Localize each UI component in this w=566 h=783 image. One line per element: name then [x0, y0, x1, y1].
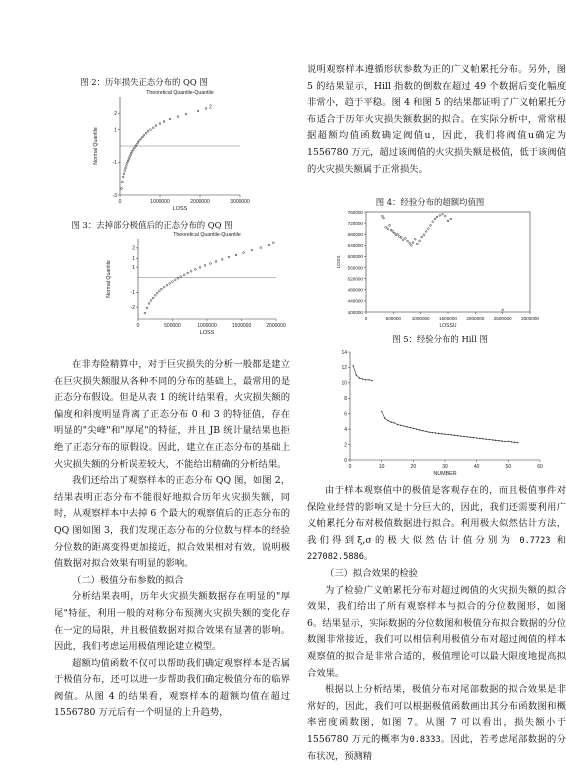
data-point	[436, 216, 438, 218]
data-point	[402, 239, 404, 241]
data-point	[235, 254, 237, 256]
series-point	[508, 441, 509, 442]
series-point	[460, 435, 461, 436]
paragraph-mean-excess: 超额均值函数不仅可以帮助我们确定观察样本是否属于极值分布，还可以进一步帮助我们确定极值分布的临界阀值。从图 4 的结果看，观察样本的超额均值在超过 1556780 万元后有一个明显的上升趋势，	[54, 657, 290, 719]
y-tick-label: 600000	[347, 254, 363, 260]
data-point	[148, 303, 150, 305]
x-tick-label: 2500000	[493, 316, 512, 321]
series-point	[438, 433, 439, 434]
data-point	[421, 236, 423, 238]
figure-2-caption: 图 2：历年损失正态分布的 QQ 图	[80, 77, 208, 87]
data-point	[390, 229, 392, 231]
data-point	[434, 218, 436, 220]
x-tick-label: 40	[473, 464, 480, 470]
data-point	[128, 158, 130, 160]
y-tick-label: 760000	[347, 209, 363, 215]
data-point	[152, 127, 154, 129]
y-tick-label: 1	[132, 264, 135, 271]
chart-title: Theoretical Quantile-Quantile	[146, 90, 214, 96]
series-point	[457, 435, 458, 436]
data-point	[124, 170, 126, 172]
data-point	[414, 238, 416, 240]
data-point	[450, 218, 452, 220]
data-point	[430, 224, 432, 226]
y-tick-label: 640000	[347, 243, 363, 249]
y-tick-label: 0	[344, 457, 347, 464]
x-tick-label: 0	[118, 199, 122, 205]
x-tick-label: 0	[348, 464, 352, 470]
paragraph-fat-tail: 分析结果表明，历年火灾损失额数据存在明显的"厚尾"特征，利用一般的对称分布预测火灾损失额的变化存在一定的局限，并且极值数据对拟合效果有显著的影响。因此，我们考虑运用极值理论建立模型。	[54, 591, 290, 653]
series-point	[371, 380, 372, 381]
right-text-block-2	[307, 483, 566, 765]
series-point	[365, 379, 366, 380]
series-point	[397, 424, 398, 425]
series-point	[504, 441, 505, 442]
data-point	[125, 167, 127, 169]
sigma-estimate: 227082.5886	[307, 552, 364, 563]
x-axis-label: LOSSU	[439, 323, 457, 329]
data-point	[130, 152, 132, 154]
figure-5-caption: 图 5：经验分布的 Hill 图	[392, 334, 488, 344]
series-point	[482, 438, 483, 439]
series-point	[362, 378, 363, 379]
x-tick-label: 500000	[164, 323, 181, 329]
data-point	[243, 252, 245, 254]
data-point	[409, 242, 411, 244]
data-point	[152, 297, 154, 299]
data-point	[400, 237, 402, 239]
figure-4-caption: 图 4：经验分布的超额均值图	[375, 197, 485, 207]
data-point	[122, 181, 124, 183]
series-point	[384, 418, 385, 419]
data-point	[197, 110, 199, 112]
y-tick-label: 4	[344, 426, 347, 433]
series-point	[387, 420, 388, 421]
series-point	[352, 365, 353, 366]
series-point	[432, 432, 433, 433]
series-point	[356, 374, 357, 375]
data-point	[412, 242, 414, 244]
series-point	[447, 434, 448, 435]
data-point	[180, 276, 182, 278]
series-point	[466, 436, 467, 437]
data-point	[404, 237, 406, 239]
data-point	[126, 165, 128, 167]
data-point	[174, 279, 176, 281]
data-point	[183, 274, 185, 276]
data-point	[204, 264, 206, 266]
data-point	[147, 130, 149, 132]
x-tick-label: 1500000	[439, 316, 457, 321]
data-point	[144, 312, 146, 314]
y-tick-label: 720000	[347, 220, 363, 226]
data-point	[130, 154, 132, 156]
series-point	[435, 432, 436, 433]
data-point	[154, 294, 156, 296]
data-point	[158, 290, 160, 292]
figure-3-caption: 图 3：去掉部分极值后的正态分布的 QQ 图	[71, 220, 233, 230]
paragraph-mle-estimates	[307, 483, 566, 566]
data-point	[397, 233, 399, 235]
series-point	[381, 411, 382, 412]
y-tick-label: 560000	[347, 265, 363, 271]
x-axis-label: NUMBER	[433, 471, 457, 477]
data-point	[383, 217, 385, 219]
series-point	[368, 379, 369, 380]
data-point	[150, 300, 152, 302]
data-point	[163, 121, 165, 123]
series-point	[413, 428, 414, 429]
series-point	[422, 430, 423, 431]
data-point	[134, 147, 136, 149]
series-point	[485, 438, 486, 439]
x-tick-label: 2000000	[190, 199, 210, 205]
data-point	[502, 309, 504, 311]
x-tick-label: 1000000	[150, 199, 170, 205]
data-point	[126, 162, 128, 164]
x-tick-label: 30	[442, 464, 448, 470]
x-tick-label: 3000000	[230, 199, 250, 205]
data-point	[142, 136, 144, 138]
x-tick-label: 20	[410, 464, 417, 470]
y-tick-label: 6	[344, 411, 347, 418]
xi-estimate: 0.7723	[519, 535, 551, 546]
series-point	[492, 439, 493, 440]
data-point	[159, 123, 161, 125]
data-point	[447, 220, 449, 222]
series-point	[473, 437, 474, 438]
series-point	[463, 436, 464, 437]
series-point	[441, 433, 442, 434]
y-tick-label: 14	[341, 349, 347, 356]
series-point	[451, 434, 452, 435]
probability-value: 0.8333	[409, 734, 441, 745]
data-point	[427, 228, 429, 230]
series-point	[400, 425, 401, 426]
data-point	[385, 226, 387, 228]
x-tick-label: 2000000	[466, 316, 485, 321]
figure-2-qq-chart	[88, 87, 258, 213]
series-point	[495, 440, 496, 441]
data-point	[169, 283, 171, 285]
data-point	[407, 240, 409, 242]
x-tick-label: 1500000	[231, 323, 252, 329]
series-point	[428, 432, 429, 433]
paragraph-fit-test: 为了检验广义帕累托分布对超过阀值的火灾损失额的拟合效果，我们给出了所有观察样本与拟合的分位数图形，如图 6。结果显示，实际数据的分位数图和极值分布拟合数据的分位数图非常接近，我们可以相信利用极值分布对超过阀值的样本观察值的拟合是非常合适的，极值理论可以最大限度地提高拟合效果。	[307, 584, 566, 679]
x-axis-label: LOSS	[199, 330, 215, 336]
prob-text: 根据以上分析结果，极值分布对尾部数据的拟合效果是非常好的，因此，我们可以根据极值函数画出其分布函数图和概率密度函数图，如图 7。从图 7 可以看出，损失额小于 1556780 万元的概率为	[307, 684, 566, 745]
data-point	[210, 263, 212, 265]
data-point	[392, 231, 394, 233]
data-point	[444, 215, 446, 217]
data-point	[199, 267, 201, 269]
series-point	[390, 422, 391, 423]
x-tick-label: 500000	[385, 316, 402, 321]
data-point	[442, 213, 444, 215]
data-point	[127, 160, 129, 162]
series-point	[359, 378, 360, 379]
prob-tail-text: 。因此，若考虑尾部数据的分布状况，预测精	[307, 733, 566, 762]
series-point	[514, 442, 515, 443]
paragraph-gpd-evidence: 说明观察样本遵循形状参数为正的广义帕累托分布。另外，图 5 的结果显示，Hill 指数的倒数在超过 49 个数据后变化幅度非常小，趋于平稳。图 4 和图 5 的结果都证明了广义帕累托分布适合于历年火灾损失额数据的拟合。在实际分析中，常常根据超额均值函数确定阀值u，因此，我们将阀值u确定为 1556780 万元，超过该阀值的火灾损失额是极值，低于该阀值的火灾损失额属于正常损失。	[307, 64, 566, 175]
x-axis-label: LOSS	[172, 206, 188, 212]
section-heading-fit-test: （三）拟合效果的检验	[325, 567, 418, 579]
x-tick-label: 3000000	[521, 316, 539, 321]
and-text: 和	[556, 534, 566, 546]
y-tick-label: 8	[344, 396, 347, 403]
y-tick-label: 400000	[347, 309, 363, 315]
series-point	[444, 433, 445, 434]
data-point	[272, 242, 274, 244]
series-point	[394, 422, 395, 423]
data-point	[166, 284, 168, 286]
data-point	[145, 132, 147, 134]
data-point	[194, 268, 196, 270]
data-point	[121, 188, 123, 190]
data-point	[423, 234, 425, 236]
x-tick-label: 10	[378, 464, 385, 470]
data-point	[150, 129, 152, 131]
y-tick-label: 520000	[347, 276, 363, 282]
data-point	[205, 108, 207, 110]
y-axis-label: Normal Quantile	[106, 260, 112, 298]
y-tick-label: -3	[112, 192, 117, 199]
data-point	[251, 249, 253, 251]
data-point	[215, 261, 217, 263]
figure-5-hill-chart	[320, 344, 550, 482]
paragraph-distribution-prob	[307, 682, 566, 765]
series-point	[479, 438, 480, 439]
x-tick-label: 2000000	[266, 323, 286, 329]
y-tick-label: 680000	[347, 232, 363, 238]
data-point	[268, 244, 270, 246]
data-point	[439, 214, 441, 216]
y-tick-label: 1	[114, 127, 117, 134]
x-tick-label: 1000000	[411, 316, 430, 321]
series-point	[489, 439, 490, 440]
data-point	[122, 176, 124, 178]
left-text-block-1	[54, 357, 290, 722]
data-point	[416, 243, 418, 245]
series-point	[403, 425, 404, 426]
x-tick-label: 1000000	[197, 323, 217, 329]
series-point	[476, 437, 477, 438]
data-point	[161, 288, 163, 290]
y-tick-label: 2	[132, 245, 135, 252]
data-point	[129, 156, 131, 158]
data-point	[163, 286, 165, 288]
data-point	[155, 125, 157, 127]
data-point	[419, 240, 421, 242]
section-heading-parameter-fit: （二）极值分布参数的拟合	[72, 574, 184, 586]
data-point	[138, 140, 140, 142]
y-tick-label: 440000	[347, 298, 363, 304]
x-tick-label: 50	[505, 464, 512, 470]
series-point	[416, 428, 417, 429]
paragraph-qq-analysis: 我们还给出了观察样本的正态分布 QQ 图，如图 2，结果表明正态分布不能很好地拟合历年火灾损失额，同时，从观察样本中去掉 6 个最大的观察值后的正态分布的 QQ 图如图 3，我们发现正态分布的分位数与样本的经验分位数的距离变得更加接近，拟合效果相对有效，说明极值数据对拟合效果有明显的影响。	[54, 475, 290, 570]
point-annotation: 2	[209, 104, 212, 111]
data-point	[143, 134, 145, 136]
paragraph-normal-assumption: 在非寿险精算中，对于巨灾损失的分析一般都是建立在巨灾损失额服从各种不同的分布的基础上，最常用的是正态分布假设。但是从表 1 的统计结果看，火灾损失额的偏度和斜度明显背离了正态分布 0 和 3 的特征值，存在明显的"尖峰"和"厚尾"的特征，并且 JB 统计量结果也拒绝了正态分布的原假设。因此，建立在正态分布的基础上火灾损失额的分析误差较大，不能给出精确的分析结果。	[54, 359, 290, 470]
data-point	[221, 259, 223, 261]
y-tick-label: 12	[341, 365, 347, 372]
data-point	[132, 149, 134, 151]
data-point	[260, 247, 262, 249]
right-text-block-1	[307, 62, 566, 178]
y-tick-label: 1	[132, 256, 135, 263]
series-point	[406, 426, 407, 427]
data-point	[228, 256, 230, 258]
data-point	[394, 232, 396, 234]
series-point	[511, 441, 512, 442]
data-point	[177, 116, 179, 118]
series-point	[501, 440, 502, 441]
series-point	[409, 427, 410, 428]
data-point	[432, 221, 434, 223]
data-point	[425, 231, 427, 233]
series-point	[498, 440, 499, 441]
figure-4-mean-excess-chart	[330, 207, 540, 335]
data-point	[389, 224, 391, 226]
series-point	[425, 431, 426, 432]
data-point	[123, 173, 125, 175]
y-tick-label: -2	[130, 304, 135, 311]
y-axis-label: Normal Quantile	[93, 127, 99, 165]
chart-title: Theoretical Quantile-Quantile	[173, 232, 241, 238]
data-point	[172, 281, 174, 283]
x-tick-label: 0	[364, 316, 368, 321]
data-point	[131, 151, 133, 153]
data-point	[410, 244, 412, 246]
data-point	[156, 292, 158, 294]
y-tick-label: -1	[130, 290, 135, 297]
series-line	[382, 411, 518, 442]
y-tick-label: 480000	[347, 287, 363, 293]
data-point	[137, 142, 139, 144]
data-point	[190, 270, 192, 272]
y-tick-label: 2	[344, 442, 347, 449]
x-tick-label: 0	[136, 323, 140, 329]
x-tick-label: 60	[537, 464, 543, 470]
figure-3-qq-chart	[100, 231, 290, 343]
plot-frame	[366, 212, 530, 312]
series-point	[454, 435, 455, 436]
series-point	[470, 437, 471, 438]
y-tick-label: -1	[112, 160, 117, 167]
y-tick-label: 10	[341, 380, 347, 387]
data-point	[187, 272, 189, 274]
y-axis-label: LOSS	[337, 255, 342, 269]
series-point	[419, 429, 420, 430]
data-point	[185, 113, 187, 115]
series-point	[517, 442, 518, 443]
period-text: 。	[363, 551, 374, 563]
data-point	[136, 143, 138, 145]
mle-text: 由于样本观察值中的极值是客观存在的，而且极值事件对保险业经营的影响又是十分巨大的，因此，我们还需要利用广义帕累托分布对极值数据进行拟合。利用极大似然估计方法，我们得到ξ,σ的极大似然估计值分别为	[307, 485, 566, 546]
data-point	[387, 228, 389, 230]
data-point	[140, 138, 142, 140]
data-point	[169, 118, 171, 120]
y-tick-label: 2	[114, 111, 117, 118]
data-point	[146, 307, 148, 309]
data-point	[382, 215, 384, 217]
